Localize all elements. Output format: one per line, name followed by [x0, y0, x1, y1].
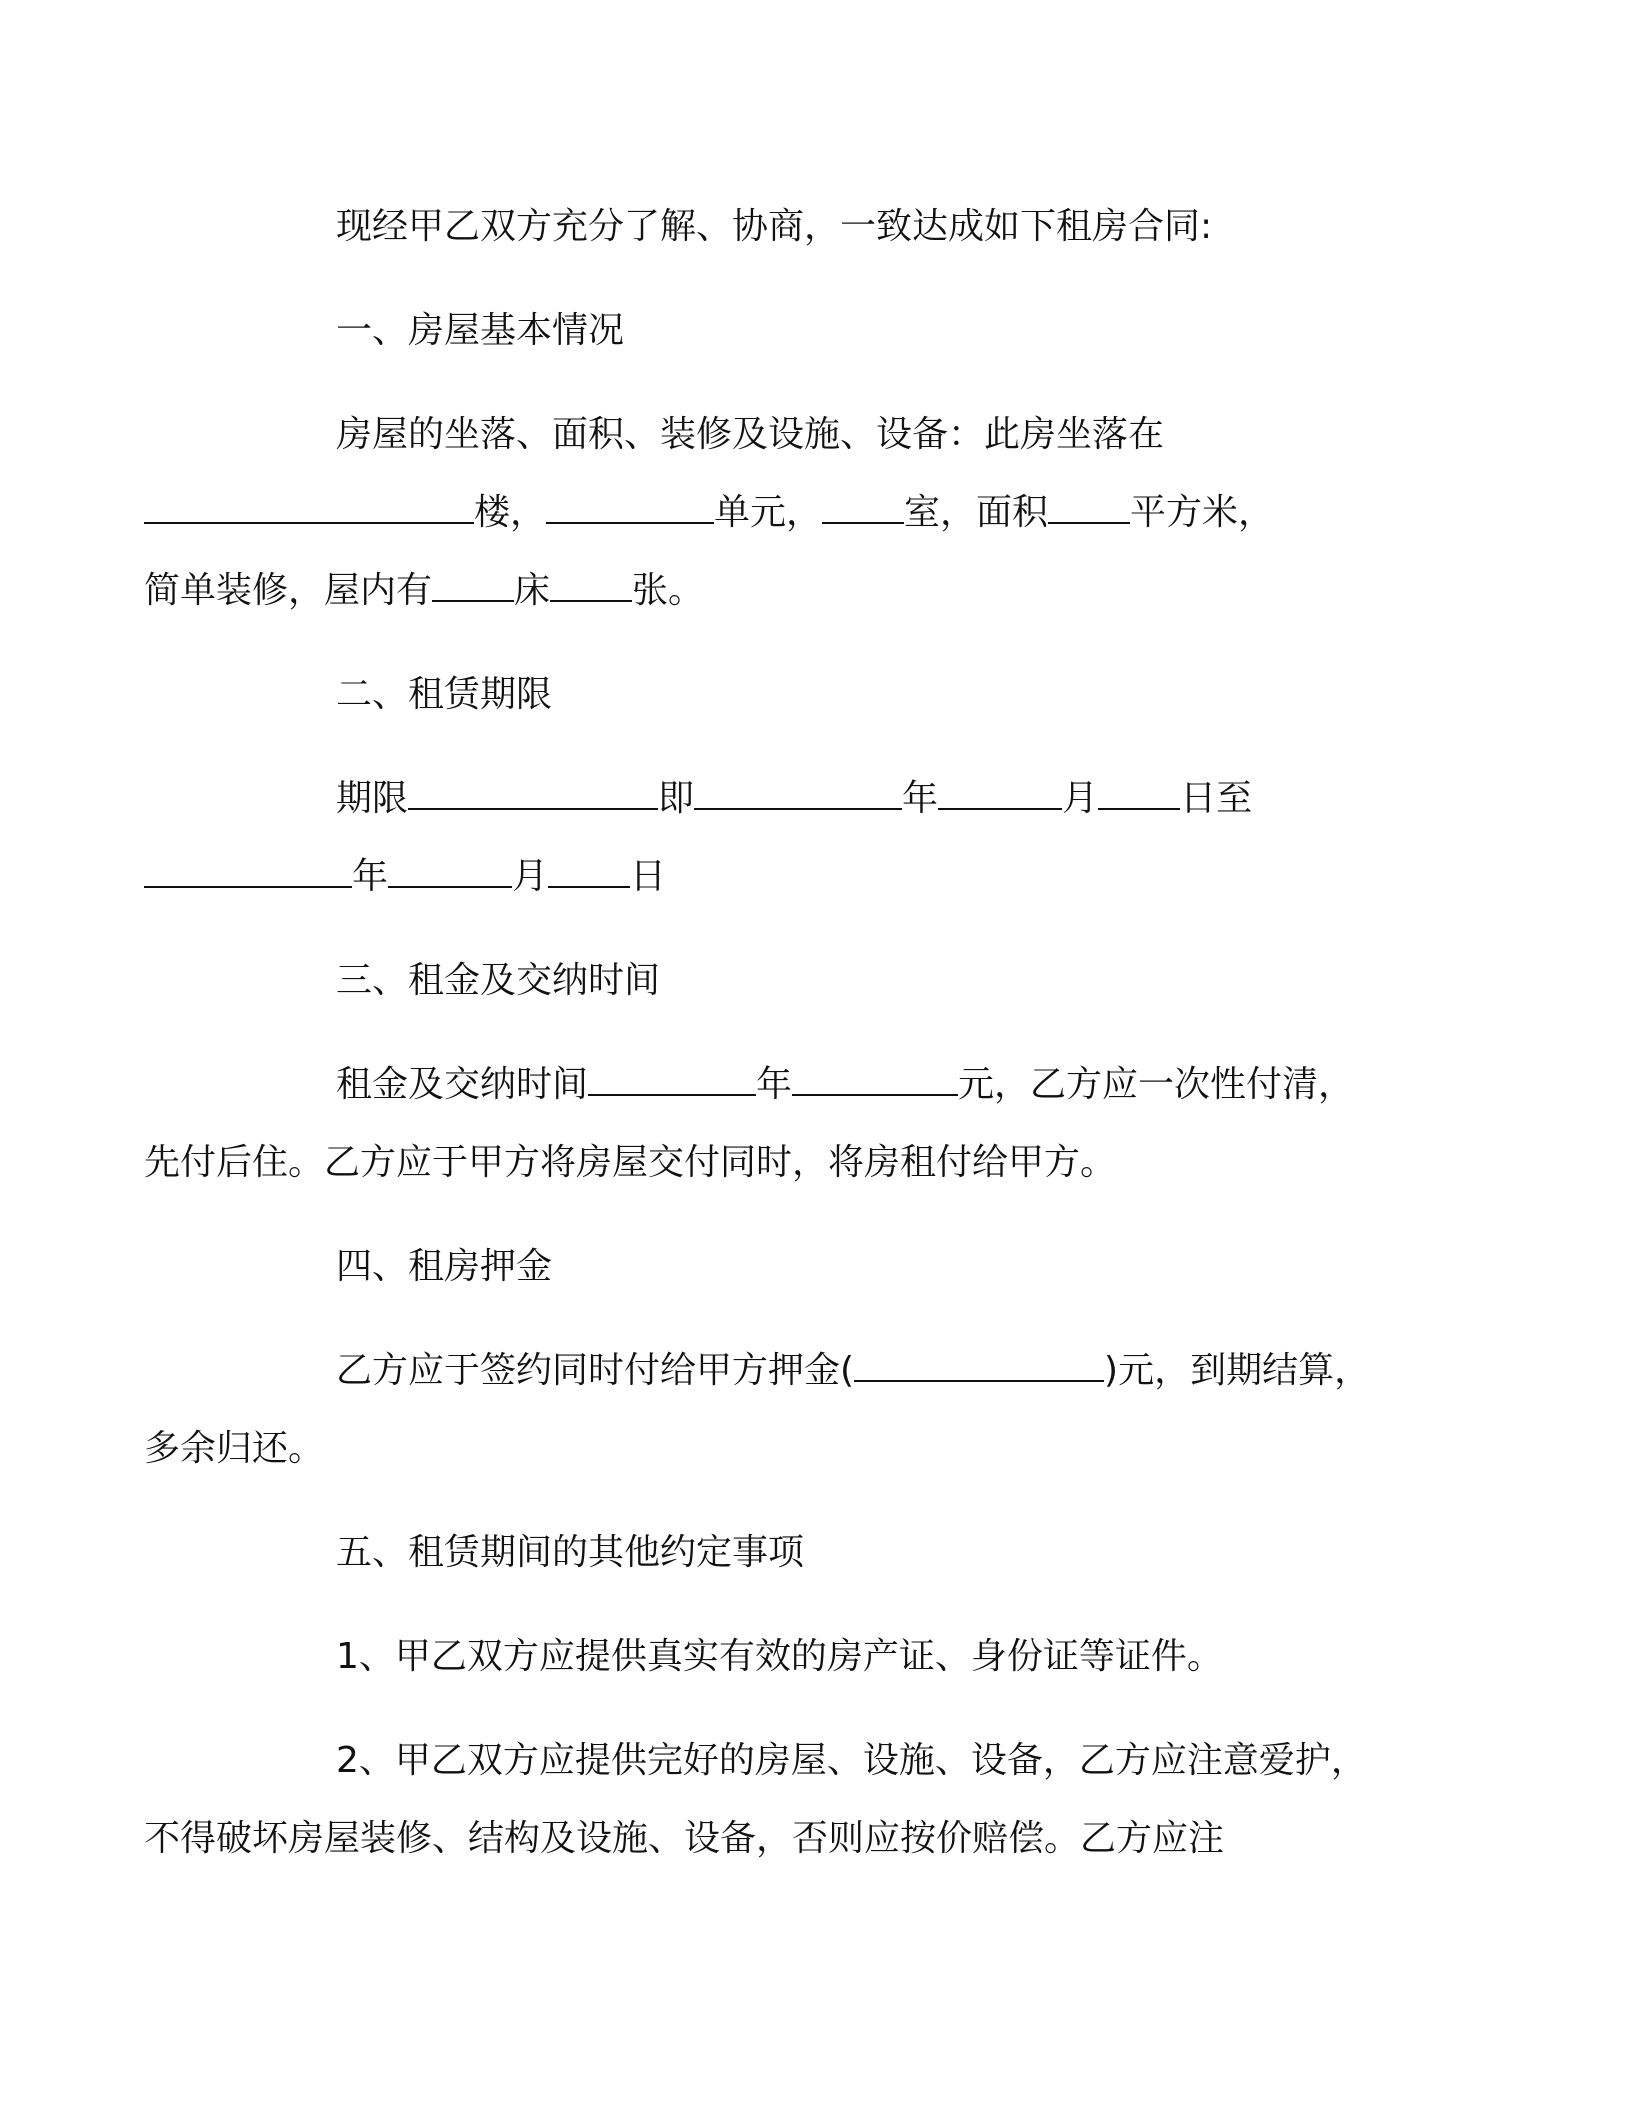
- section1-paragraph: [144, 396, 1390, 630]
- text-year-b: 年: [352, 856, 389, 897]
- text-day-to: 日至: [1180, 778, 1253, 819]
- section4-heading: 四、租房押金: [336, 1246, 553, 1287]
- blank-unit: [546, 490, 714, 524]
- section5-item2: [144, 1722, 1390, 1878]
- blank-start-month: [938, 776, 1062, 810]
- blank-term: [408, 776, 658, 810]
- text-unit: 单元，: [714, 492, 823, 533]
- section4-line2: 多余归还。: [144, 1428, 325, 1469]
- text-term: 期限: [336, 778, 409, 819]
- blank-deposit: [854, 1348, 1104, 1382]
- blank-rent-years: [588, 1062, 756, 1096]
- text-month-a: 月: [1062, 778, 1099, 819]
- section1-line2: [144, 474, 1390, 552]
- section2-line1: [240, 760, 1390, 838]
- section3-line1: [240, 1046, 1390, 1124]
- text-rent-time: 租金及交纳时间: [336, 1064, 589, 1105]
- blank-end-month: [388, 854, 512, 888]
- blank-start-day: [1098, 776, 1180, 810]
- text-furnishing: 简单装修，屋内有: [144, 570, 433, 611]
- blank-bed-count-a: [432, 568, 514, 602]
- text-piece: 张。: [632, 570, 705, 611]
- text-yuan-settle: )元，到期结算，: [1104, 1350, 1371, 1391]
- text-building: 楼，: [474, 492, 547, 533]
- blank-area: [1048, 490, 1130, 524]
- section1-heading: 一、房屋基本情况: [336, 310, 625, 351]
- section3-heading: 三、租金及交纳时间: [336, 960, 661, 1001]
- section5-item2-line2: 不得破坏房屋装修、结构及设施、设备，否则应按价赔偿。乙方应注: [144, 1818, 1225, 1859]
- section4-line1: [240, 1332, 1390, 1410]
- blank-bed-count-b: [550, 568, 632, 602]
- section3-line2: 先付后住。乙方应于甲方将房屋交付同时，将房租付给甲方。: [144, 1142, 1117, 1183]
- blank-room: [822, 490, 904, 524]
- text-yuan-pay: 元，乙方应一次性付清，: [958, 1064, 1355, 1105]
- section3-paragraph: [144, 1046, 1390, 1202]
- intro-paragraph: 现经甲乙双方充分了解、协商，一致达成如下租房合同:: [336, 206, 1213, 247]
- section5-item1: 1、甲乙双方应提供真实有效的房产证、身份证等证件。: [336, 1636, 1223, 1677]
- section5-heading: 五、租赁期间的其他约定事项: [336, 1532, 805, 1573]
- section2-heading: 二、租赁期限: [336, 674, 553, 715]
- section5-item2-line1: 2、甲乙双方应提供完好的房屋、设施、设备，乙方应注意爱护，: [336, 1740, 1367, 1781]
- section2-line2: [144, 838, 1390, 916]
- blank-building: [144, 490, 474, 524]
- blank-end-day: [548, 854, 630, 888]
- section1-line3: [144, 552, 1390, 630]
- text-day-b: 日: [630, 856, 667, 897]
- blank-start-year: [694, 776, 902, 810]
- blank-end-year: [144, 854, 352, 888]
- blank-rent-amount: [792, 1062, 958, 1096]
- text-deposit: 乙方应于签约同时付给甲方押金(: [336, 1350, 855, 1391]
- text-room-area: 室，面积: [904, 492, 1049, 533]
- text-namely: 即: [658, 778, 695, 819]
- section2-paragraph: [240, 760, 1390, 916]
- text-year-c: 年: [756, 1064, 793, 1105]
- text-bed: 床: [514, 570, 551, 611]
- contract-body: [144, 188, 1390, 1904]
- section4-paragraph: [144, 1332, 1390, 1488]
- text-month-b: 月: [512, 856, 549, 897]
- section1-line1: 房屋的坐落、面积、装修及设施、设备：此房坐落在: [336, 414, 1165, 455]
- text-year-a: 年: [902, 778, 939, 819]
- text-sqm: 平方米，: [1130, 492, 1275, 533]
